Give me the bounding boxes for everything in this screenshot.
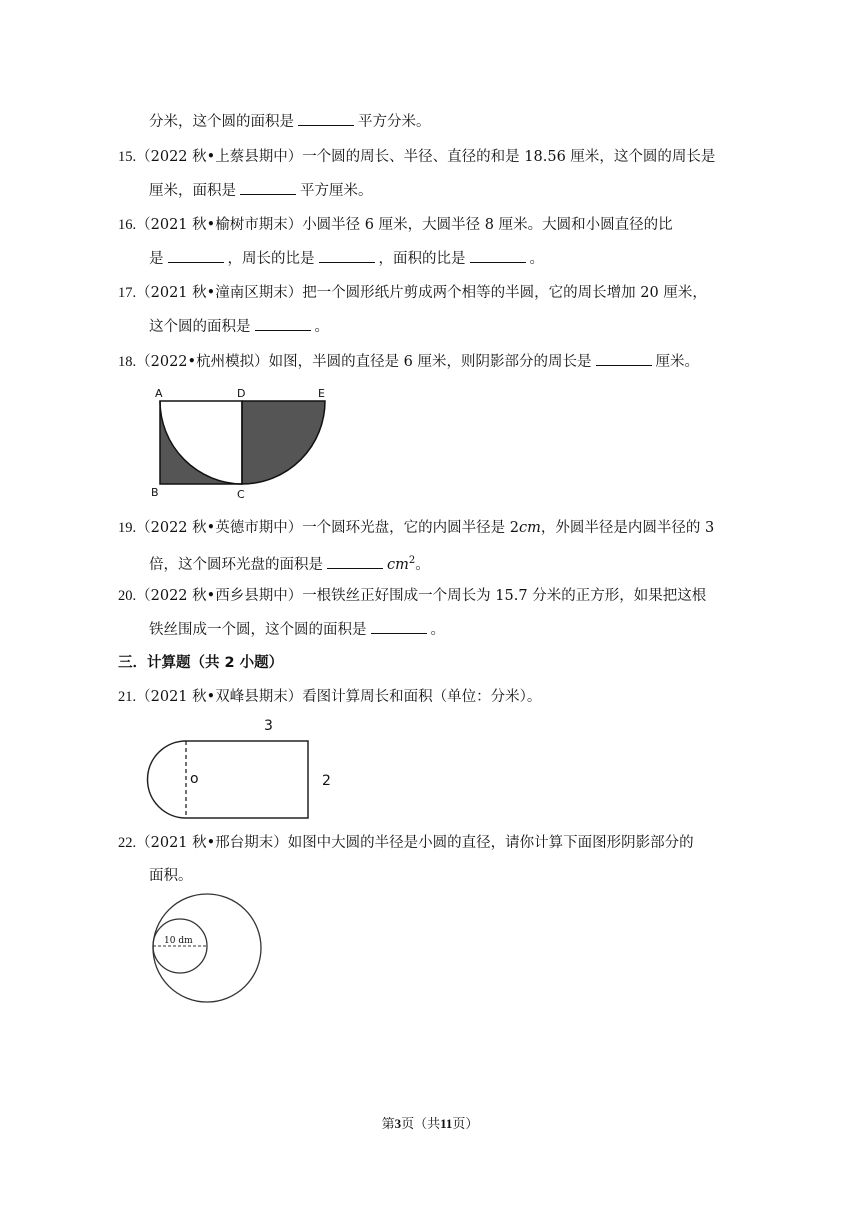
q15-text-b: 平方厘米。 <box>300 183 373 199</box>
q16-text-a: 是 <box>149 251 164 267</box>
answer-blank <box>371 619 427 634</box>
question-number: 16. <box>118 217 137 233</box>
q16-text: （2021 秋•榆树市期末）小圆半径 6 厘米，大圆半径 8 厘米。大圆和小圆直径的比 <box>136 217 673 233</box>
label-c: C <box>237 488 245 500</box>
answer-blank <box>470 248 526 263</box>
q18-text-b: 厘米。 <box>655 354 700 370</box>
q19-text-b: ，外圆半径是内圆半径的 3 <box>540 520 715 536</box>
q20-line2 <box>149 619 445 640</box>
width-label: 3 <box>264 718 273 734</box>
footer-prefix: 第 <box>381 1117 395 1132</box>
unit-cm: cm <box>519 520 541 536</box>
q19-line2 <box>149 551 430 575</box>
q22-circles-figure <box>146 890 276 1008</box>
answer-blank <box>596 351 652 366</box>
q19-text-c: 倍，这个圆环光盘的面积是 <box>149 556 323 573</box>
question-number: 15. <box>118 149 137 165</box>
q17-line1 <box>118 283 707 303</box>
q17-text: （2021 秋•潼南区期末）把一个圆形纸片剪成两个相等的半圆，它的周长增加 20 厘米， <box>136 285 707 301</box>
q22-line1 <box>118 833 694 853</box>
answer-blank <box>168 248 224 263</box>
q16-line1 <box>118 215 673 235</box>
question-number: 19. <box>118 520 137 536</box>
question-number: 17. <box>118 285 137 301</box>
q20-line1 <box>118 586 706 606</box>
shaded-lower-left-region <box>160 401 242 484</box>
question-number: 18. <box>118 354 137 370</box>
q16-text-b: ，周长的比是 <box>227 251 315 267</box>
answer-blank <box>327 554 383 569</box>
q18-text-a: （2022•杭州模拟）如图，半圆的直径是 6 厘米，则阴影部分的周长是 <box>136 354 592 370</box>
question-number: 22. <box>118 835 137 851</box>
answer-blank <box>240 180 296 195</box>
q16-text-d: 。 <box>529 251 544 267</box>
q20-text-a: 铁丝围成一个圆，这个圆的面积是 <box>149 622 367 638</box>
q15-line1 <box>118 147 715 167</box>
q14-text-a: 分米，这个圆的面积是 <box>149 114 294 130</box>
label-b: B <box>151 486 159 499</box>
page-footer <box>0 1113 860 1132</box>
q14-tail-line <box>149 111 431 132</box>
answer-blank <box>298 111 354 126</box>
q19-text-a: （2022 秋•英德市期中）一个圆环光盘，它的内圆半径是 2 <box>136 520 520 536</box>
answer-blank <box>255 316 311 331</box>
unit-superscript: 2 <box>408 555 416 566</box>
section-title <box>118 653 283 673</box>
dimension-label: 10 dm <box>164 936 193 946</box>
section-title-text: 三．计算题（共 2 小题） <box>118 655 284 671</box>
question-number: 20. <box>118 588 137 604</box>
q16-line2 <box>149 248 544 269</box>
q17-text-b: 。 <box>314 319 329 335</box>
q15-text: （2022 秋•上蔡县期中）一个圆的周长、半径、直径的和是 18.56 厘米，这个圆的周长是 <box>136 149 716 165</box>
footer-suffix: 页） <box>452 1117 479 1132</box>
total-pages: 11 <box>440 1116 453 1131</box>
rectangle-with-semicircle <box>148 741 309 818</box>
q22-text-2: 面积。 <box>149 868 193 884</box>
shaded-quarter-circle <box>242 401 325 484</box>
q20-text-b: 。 <box>430 622 445 638</box>
page-number: 3 <box>394 1116 402 1131</box>
q15-text-a: 厘米，面积是 <box>149 183 236 199</box>
question-number: 21. <box>118 689 137 705</box>
unit-cm2: cm <box>387 556 409 573</box>
q22-line2 <box>149 866 193 886</box>
q19-text-d: 。 <box>415 556 430 573</box>
q22-text: （2021 秋•邢台期末）如图中大圆的半径是小圆的直径，请你计算下面图形阴影部分的 <box>136 835 694 851</box>
q19-line1 <box>118 518 714 538</box>
q17-line2 <box>149 316 329 337</box>
answer-blank <box>319 248 375 263</box>
center-label: o <box>190 771 199 787</box>
q14-text-b: 平方分米。 <box>358 114 431 130</box>
label-a: A <box>155 387 163 400</box>
q18-line1 <box>118 351 699 372</box>
q18-semicircle-figure <box>146 382 336 500</box>
footer-mid: 页（共 <box>401 1117 441 1132</box>
q15-line2 <box>149 180 373 201</box>
q21-text: （2021 秋•双峰县期末）看图计算周长和面积（单位：分米）。 <box>136 689 542 705</box>
q21-line1 <box>118 687 541 707</box>
q20-text: （2022 秋•西乡县期中）一根铁丝正好围成一个周长为 15.7 分米的正方形，如果把这根 <box>136 588 707 604</box>
q16-text-c: ，面积的比是 <box>378 251 466 267</box>
label-e: E <box>318 387 325 400</box>
label-d: D <box>237 387 246 400</box>
height-label: 2 <box>322 773 331 789</box>
q17-text-a: 这个圆的面积是 <box>149 319 251 335</box>
q21-shape-figure <box>146 712 346 824</box>
